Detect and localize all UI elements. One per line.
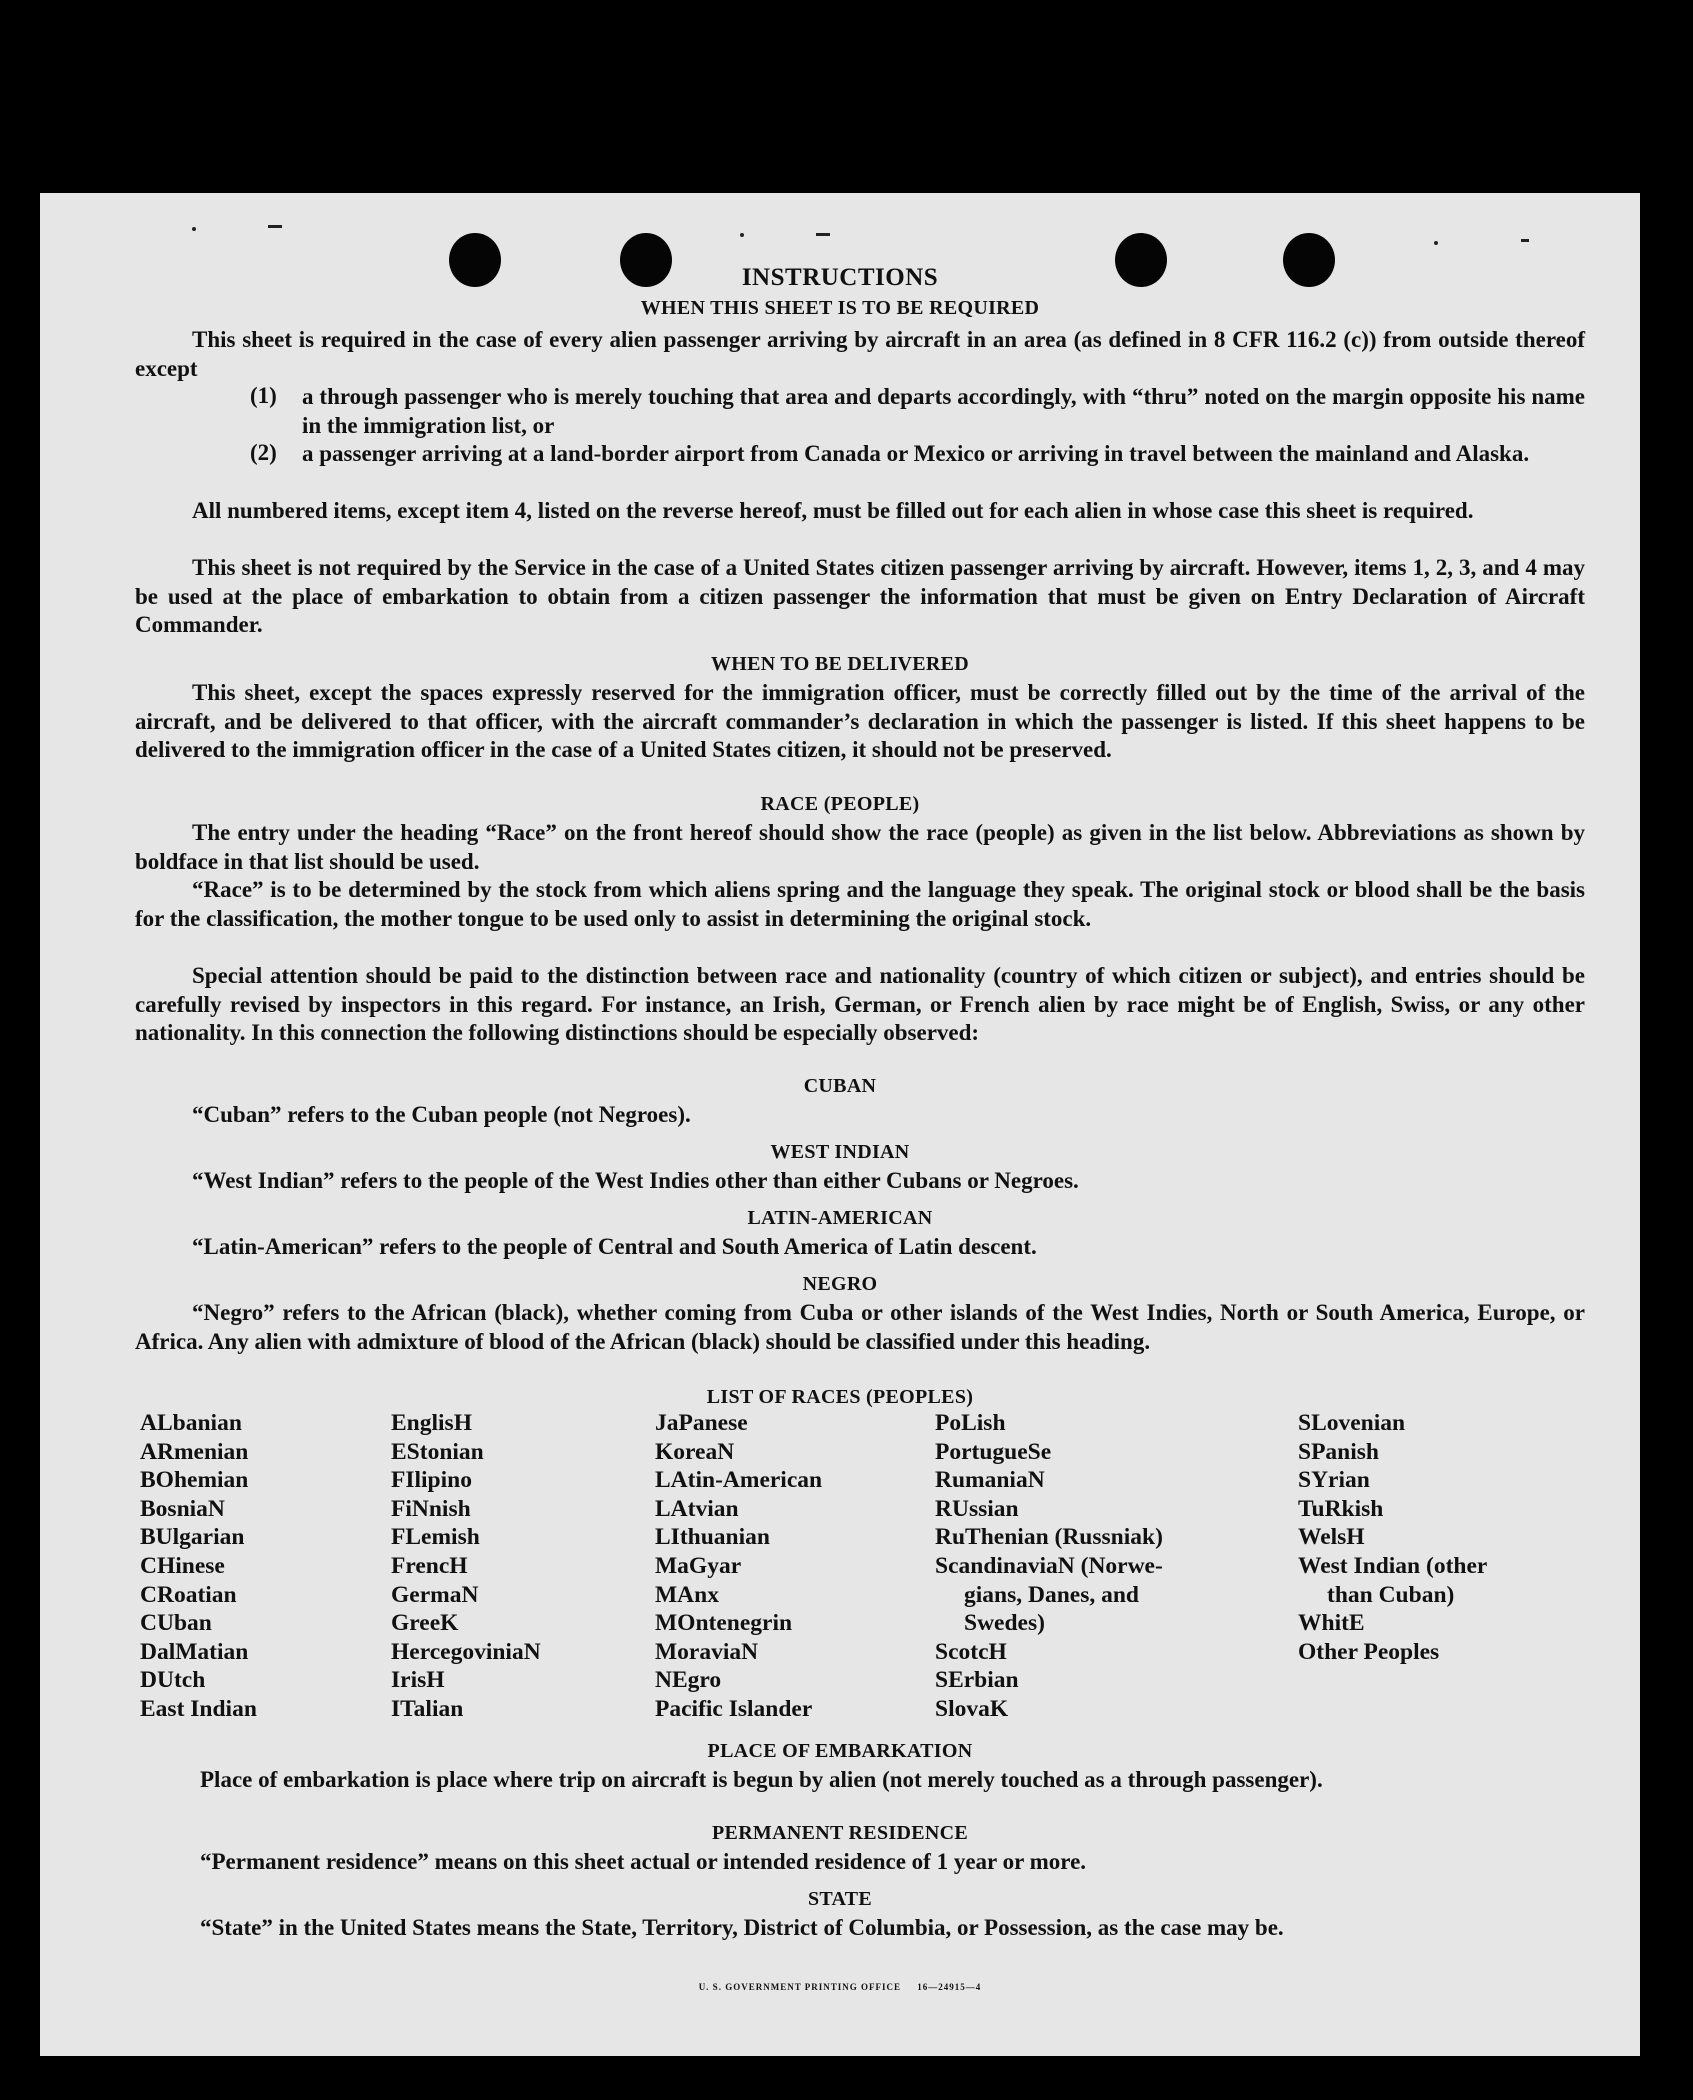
heading-residence: PERMANENT RESIDENCE	[712, 1822, 968, 1844]
race-entry: PoLish	[935, 1410, 1006, 1436]
race-entry: SPanish	[1298, 1438, 1379, 1465]
paragraph-west-indian: “West Indian” refers to the people of the West Indies other than either Cubans or Negroes.	[192, 1168, 1079, 1193]
race-entry: NEgro	[655, 1667, 722, 1694]
race-entry: West Indian (other	[1298, 1553, 1488, 1579]
instruction-sheet	[40, 193, 1640, 2056]
race-entry: SlovaK	[935, 1696, 1009, 1722]
race-entry: DUtch	[140, 1667, 206, 1694]
exception-text: a passenger arriving at a land-border airport from Canada or Mexico or arriving in travel between the mainland and Alaska.	[302, 441, 1530, 466]
heading-latin-american: LATIN-AMERICAN	[747, 1207, 933, 1229]
paragraph-residence: “Permanent residence” means on this sheet actual or intended residence of 1 year or more.	[200, 1849, 1087, 1874]
race-entry: CHinese	[140, 1553, 225, 1579]
printer-imprint: U. S. GOVERNMENT PRINTING OFFICE 16—24915—4	[698, 1982, 982, 1992]
heading-embarkation: PLACE OF EMBARKATION	[707, 1740, 973, 1762]
paragraph-race-3: Special attention should be paid to the distinction between race and nationality (country of which citizen or subject), and entries should be carefully revised by inspectors in this regard. For instance, an Irish, German, or French alien by race might be of English, Swiss, or any other nationality. In this connection the following distinctions should be especially observed:	[135, 963, 1585, 1046]
paragraph-negro: “Negro” refers to the African (black), whether coming from Cuba or other islands of the West Indies, North or South America, Europe, or Africa. Any alien with admixture of blood of the African (black) should be classified under this heading.	[135, 1300, 1585, 1354]
race-entry: BosniaN	[140, 1495, 225, 1522]
speck	[1521, 239, 1529, 242]
race-entry: SLovenian	[1298, 1410, 1406, 1436]
paragraph-when-delivered: This sheet, except the spaces expressly reserved for the immigration officer, must be correctly filled out by the time of the arrival of the aircraft, and be delivered to that officer, with the aircraft commander’s declaration in which the passenger is listed. If this sheet happens to be delivered to the immigration officer in the case of a United States citizen, it should not be preserved.	[135, 680, 1585, 763]
race-entry: GreeK	[391, 1610, 459, 1637]
race-entry: ScandinaviaN (Norwe-	[935, 1553, 1163, 1579]
race-entry: GermaN	[391, 1581, 479, 1608]
paragraph-cuban: “Cuban” refers to the Cuban people (not Negroes).	[192, 1102, 691, 1127]
heading-when-required: WHEN THIS SHEET IS TO BE REQUIRED	[640, 297, 1040, 319]
race-entry: MAnx	[655, 1581, 719, 1608]
race-entry: RumaniaN	[935, 1467, 1045, 1494]
speck	[1434, 241, 1438, 245]
paragraph-numbered-items: All numbered items, except item 4, listed on the reverse hereof, must be filled out for each alien in whose case this sheet is required.	[192, 498, 1474, 523]
speck	[192, 227, 196, 231]
race-entry: JaPanese	[655, 1410, 748, 1436]
race-entry: BUlgarian	[140, 1524, 245, 1551]
heading-state: STATE	[807, 1888, 873, 1910]
race-entry: CUban	[140, 1610, 212, 1637]
race-entry: PortugueSe	[935, 1438, 1052, 1465]
speck	[740, 233, 744, 237]
race-entry: CRoatian	[140, 1581, 237, 1608]
heading-list-of-races: LIST OF RACES (PEOPLES)	[706, 1386, 974, 1408]
heading-negro: NEGRO	[802, 1273, 878, 1295]
race-entry: LAtvian	[655, 1495, 739, 1522]
race-entry: ITalian	[391, 1696, 464, 1722]
speck	[816, 233, 830, 236]
race-entry: RuThenian (Russniak)	[935, 1524, 1163, 1551]
race-entry: EStonian	[391, 1438, 484, 1465]
race-entry: WelsH	[1298, 1524, 1365, 1551]
race-entry: SErbian	[935, 1667, 1019, 1694]
race-entry: FiNnish	[391, 1495, 471, 1522]
race-entry: LAtin-American	[655, 1467, 823, 1494]
race-entry: ALbanian	[140, 1410, 242, 1436]
race-entry: TuRkish	[1298, 1495, 1384, 1522]
race-entry: RUssian	[935, 1495, 1019, 1522]
heading-when-delivered: WHEN TO BE DELIVERED	[710, 653, 970, 675]
paragraph-when-required-intro: This sheet is required in the case of every alien passenger arriving by aircraft in an area (as defined in 8 CFR 116.2 (c)) from outside thereof except	[135, 327, 1585, 381]
race-entry: FIlipino	[391, 1467, 472, 1494]
heading-west-indian: WEST INDIAN	[770, 1141, 910, 1163]
race-entry: EnglisH	[391, 1410, 472, 1436]
paragraph-race-2: “Race” is to be determined by the stock from which aliens spring and the language they speak. The original stock or blood shall be the basis for the classification, the mother tongue to be used only to assist in determining the original stock.	[135, 877, 1585, 931]
race-entry: gians, Danes, and	[964, 1581, 1139, 1608]
paragraph-state: “State” in the United States means the State, Territory, District of Columbia, or Possession, as the case may be.	[200, 1915, 1284, 1940]
heading-race: RACE (PEOPLE)	[760, 793, 920, 815]
race-entry: KoreaN	[655, 1438, 735, 1465]
race-entry: WhitE	[1298, 1610, 1365, 1637]
paragraph-embarkation: Place of embarkation is place where trip on aircraft is begun by alien (not merely touched as a through passenger).	[200, 1767, 1323, 1792]
heading-cuban: CUBAN	[803, 1075, 877, 1097]
page-title: INSTRUCTIONS	[741, 264, 939, 291]
race-entry: Swedes)	[964, 1610, 1045, 1637]
race-entry: BOhemian	[140, 1467, 249, 1494]
paragraph-race-1: The entry under the heading “Race” on the front hereof should show the race (people) as given in the list below. Abbreviations as shown by boldface in that list should be used.	[135, 820, 1585, 874]
race-entry: DalMatian	[140, 1638, 249, 1665]
race-entry: FrencH	[391, 1553, 468, 1579]
race-entry: Pacific Islander	[655, 1696, 813, 1722]
speck	[268, 225, 282, 228]
race-entry: MoraviaN	[655, 1638, 759, 1665]
paragraph-citizen: This sheet is not required by the Service in the case of a United States citizen passenger arriving by aircraft. However, items 1, 2, 3, and 4 may be used at the place of embarkation to obtain from a citizen passenger the information that must be given on Entry Declaration of Aircraft Commander.	[135, 555, 1585, 638]
race-entry: FLemish	[391, 1524, 480, 1551]
race-entry: IrisH	[391, 1667, 445, 1694]
race-entry: East Indian	[140, 1696, 257, 1722]
race-entry: LIthuanian	[655, 1524, 770, 1551]
race-entry: ARmenian	[140, 1438, 249, 1465]
race-entry: MaGyar	[655, 1553, 742, 1579]
exception-number: (1)	[250, 383, 277, 408]
race-entry: ScotcH	[935, 1638, 1007, 1665]
exception-text: a through passenger who is merely touching that area and departs accordingly, with “thru” noted on the margin opposite his name in the immigration list, or	[302, 384, 1585, 438]
race-entry: than Cuban)	[1327, 1581, 1455, 1608]
paragraph-latin-american: “Latin-American” refers to the people of Central and South America of Latin descent.	[192, 1234, 1037, 1259]
race-entry: Other Peoples	[1298, 1638, 1440, 1665]
race-entry: SYrian	[1298, 1467, 1370, 1494]
race-entry: MOntenegrin	[655, 1610, 793, 1637]
exception-number: (2)	[250, 440, 277, 465]
race-entry: HercegoviniaN	[391, 1638, 541, 1665]
